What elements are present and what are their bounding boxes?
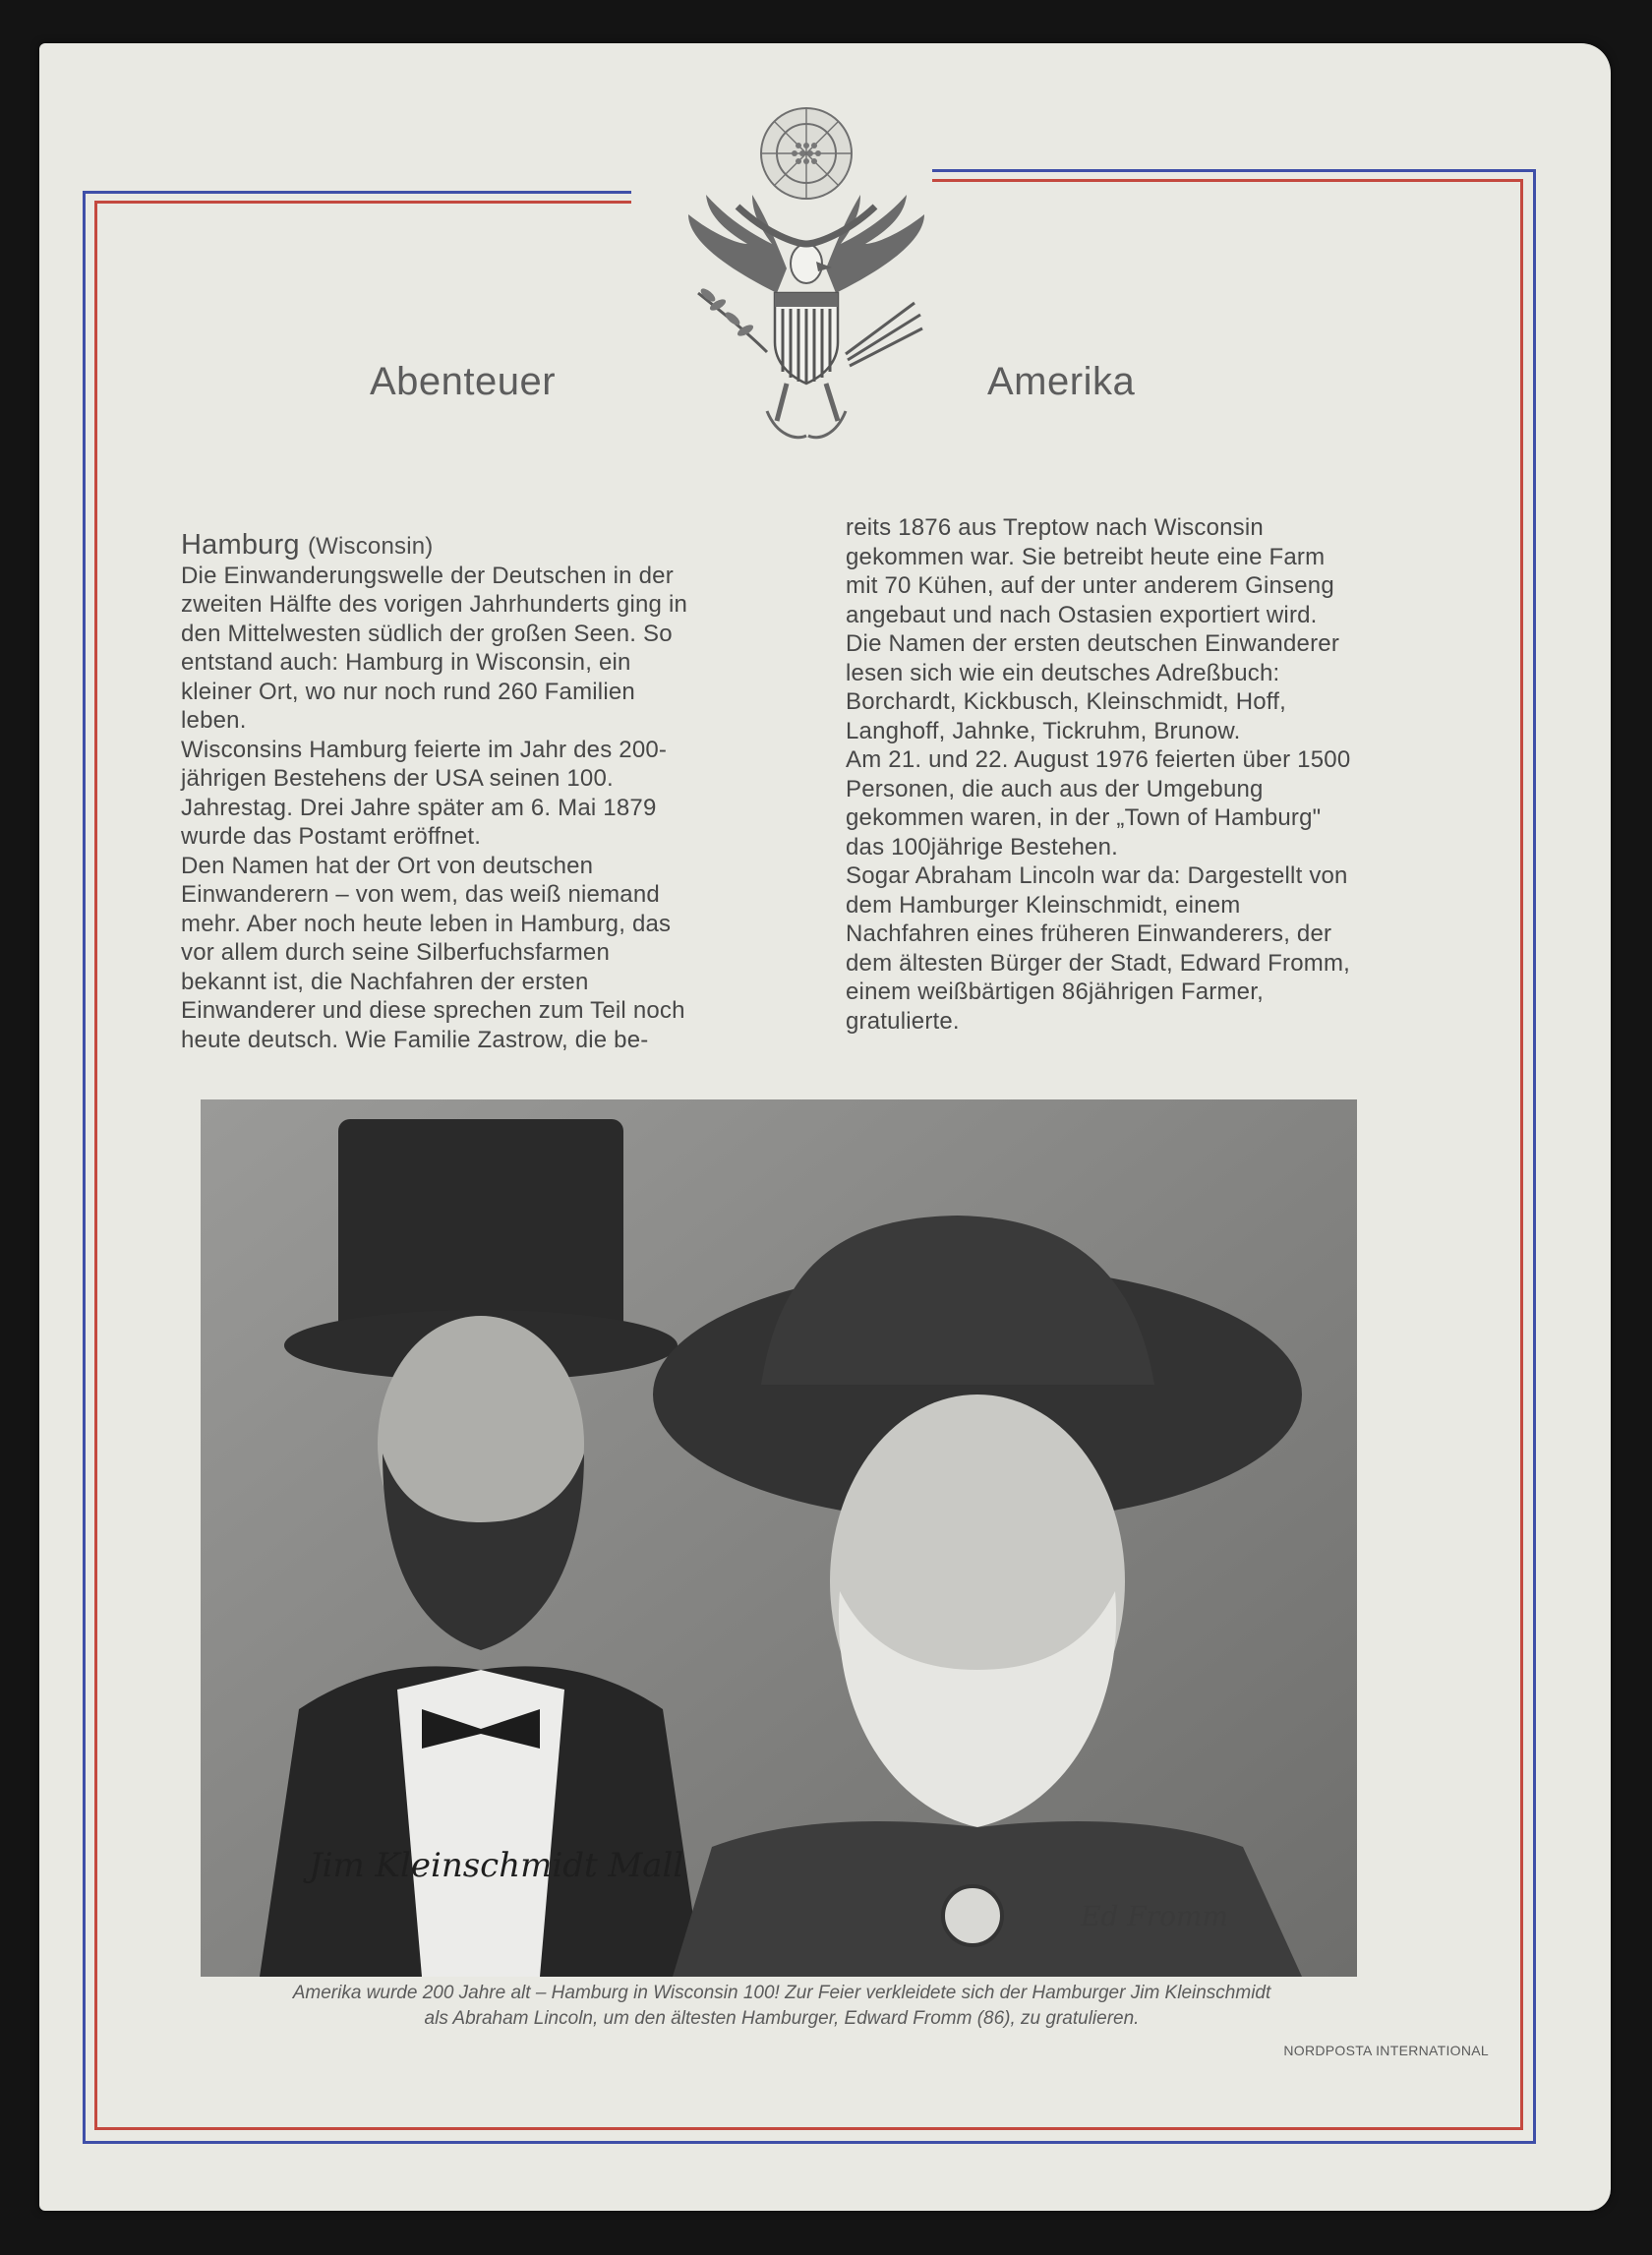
frame-blue-top-right: [932, 169, 1536, 172]
frame-blue-top-left: [83, 191, 631, 194]
frame-blue-bottom: [83, 2141, 1536, 2144]
heading-title: Hamburg: [181, 529, 300, 561]
article-heading: [181, 531, 692, 562]
left-paragraph: Den Namen hat der Ort von deutschen Einwanderern – von wem, das weiß niemand mehr. Aber noch heute leben in Hamburg, das vor allem durch seine Silberfuchsfarmen bekannt ist, die Nachfahren der ersten Einwanderer und diese sprechen zum Teil noch heute deutsch. Wie Familie Zastrow, die be-: [181, 852, 685, 1053]
publisher-label: NORDPOSTA INTERNATIONAL: [1283, 2043, 1489, 2058]
frame-red-right: [1520, 179, 1523, 2130]
right-paragraph: Am 21. und 22. August 1976 feierten über 1500 Personen, die auch aus der Umgebung gekommen waren, in der „Town of Hamburg" das 100jährige Bestehen.: [846, 746, 1351, 860]
right-column: [846, 513, 1357, 1036]
right-paragraph: reits 1876 aus Treptow nach Wisconsin gekommen war. Sie betreibt heute eine Farm mit 70 Kühen, auf der unter anderem Ginseng angebaut und nach Ostasien exportiert wird.: [846, 514, 1334, 628]
caption-line-2: als Abraham Lincoln, um den ältesten Hamburger, Edward Fromm (86), zu gratulieren.: [424, 2008, 1140, 2029]
frame-blue-right: [1533, 169, 1536, 2144]
frame-red-top-right: [932, 179, 1523, 182]
title-left: Abenteuer: [370, 360, 557, 403]
frame-red-bottom: [94, 2127, 1523, 2130]
title-right: Amerika: [987, 360, 1136, 403]
caption-line-1: Amerika wurde 200 Jahre alt – Hamburg in Wisconsin 100! Zur Feier verkleidete sich der Hamburger Jim Kleinschmidt: [292, 1983, 1271, 2003]
right-paragraph: Sogar Abraham Lincoln war da: Dargestellt von dem Hamburger Kleinschmidt, einem Nachfahren eines früheren Einwanderers, der dem ältesten Bürger der Stadt, Edward Fromm, einem weißbärtigen 86jährigen Farmer, gratulierte.: [846, 862, 1351, 1035]
frame-red-top-left: [94, 201, 631, 204]
signature-left: Jim Kleinschmidt Mall: [309, 1846, 684, 1885]
great-seal-eagle-icon: [629, 96, 964, 470]
signature-right: Ed Fromm: [1081, 1900, 1229, 1932]
frame-blue-left: [83, 191, 86, 2144]
portrait-photo: [201, 1099, 1357, 1977]
heading-subtitle: (Wisconsin): [307, 533, 434, 560]
left-column: [181, 531, 692, 1054]
photo-caption: [187, 1981, 1377, 2032]
right-paragraph: Die Namen der ersten deutschen Einwanderer lesen sich wie ein deutsches Adreßbuch: Borchardt, Kickbusch, Kleinschmidt, Hoff, Langhoff, Jahnke, Tickruhm, Brunow.: [846, 630, 1340, 744]
left-paragraph: Die Einwanderungswelle der Deutschen in der zweiten Hälfte des vorigen Jahrhunderts ging in den Mittelwesten südlich der großen Seen. So entstand auch: Hamburg in Wisconsin, ein kleiner Ort, wo nur noch rund 260 Familien leben.: [181, 562, 688, 734]
album-page: [39, 43, 1611, 2211]
frame-red-left: [94, 201, 97, 2130]
left-paragraph: Wisconsins Hamburg feierte im Jahr des 200-jährigen Bestehens der USA seinen 100. Jahrestag. Drei Jahre später am 6. Mai 1879 wurde das Postamt eröffnet.: [181, 736, 668, 850]
